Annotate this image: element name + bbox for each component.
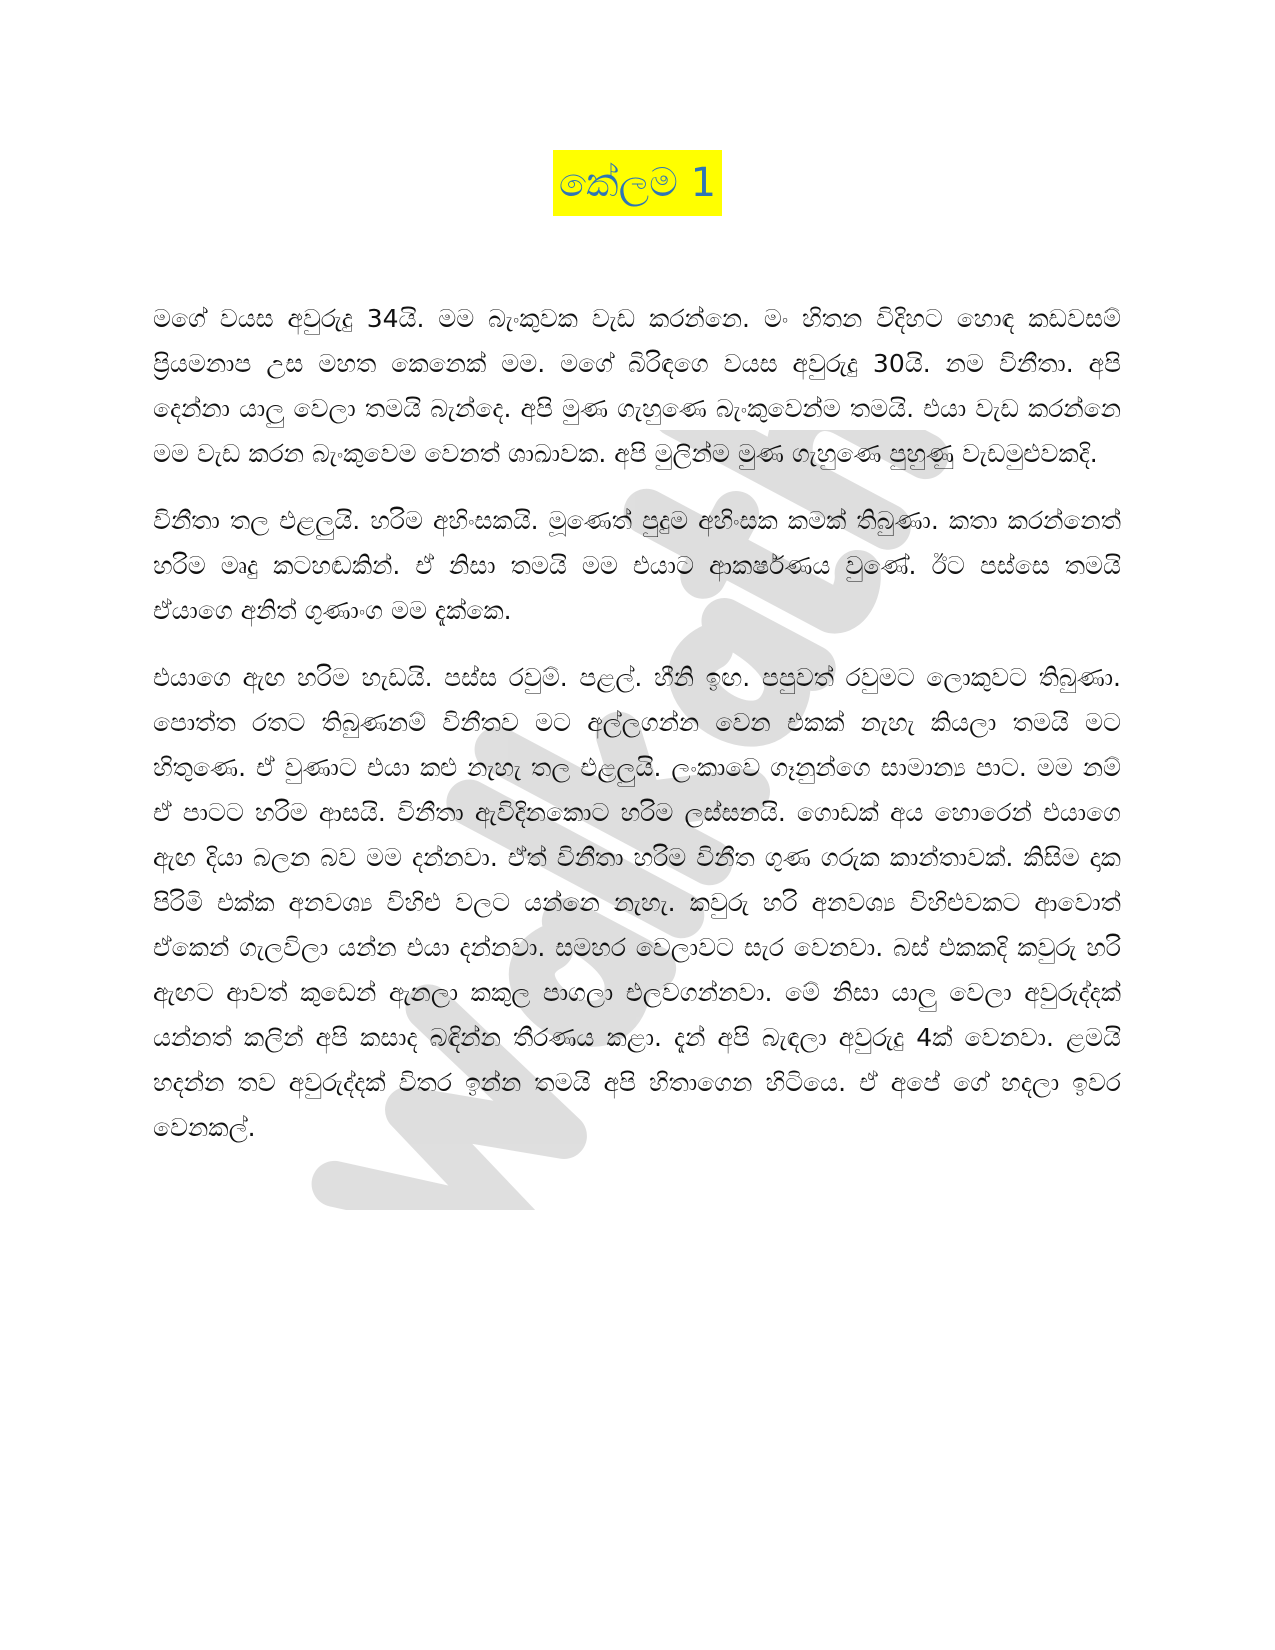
title-container bbox=[0, 150, 1275, 216]
paragraph-1: මගේ වයස අවුරුදු 34යි. මම බැංකුවක වැඩ කරන්නෙ. මං හිතන විදිහට හොඳ කඩවසම් ප්‍රියමනාප උස මහත කෙනෙක් මම. මගේ බිරිඳගෙ වයස අවුරුදු 30යි. නම විනීතා. අපි දෙන්නා යාලු වෙලා තමයි බැන්දෙ. අපි මුණ ගැහුණෙ බැංකුවෙන්ම තමයි. එයා වැඩ කරන්නෙ මම වැඩ කරන බැංකුවෙම වෙනත් ශාඛාවක. අපි මුලින්ම මුණ ගැහුණෙ පුහුණු වැඩමුළුවකදි. bbox=[153, 304, 1121, 468]
body-text bbox=[153, 296, 1121, 1172]
paragraph-3: එයාගෙ ඇඟ හරිම හැඩයි. පස්ස රවුම්. පළල්. හීනි ඉඟ. පපුවත් රවුමට ලොකුවට තිබුණා. පොත්ත රතට තිබුණනම් විනීතව මට අල්ලගන්න වෙන එකක් නැහැ කියලා තමයි මට හිතුණෙ. ඒ වුණාට එයා කළු නැහැ තල එළලුයි. ලංකාවෙ ගෑනුන්ගෙ සාමාන්‍ය පාට. මම නම් ඒ පාටට හරිම ආසයි. විනීතා ඇවිදිනකොට හරිම ලස්සනයි. ගොඩක් අය හොරෙන් එයාගෙ ඇඟ දියා බලන බව මම දන්නවා. ඒත් විනීතා හරිම විනීත ගුණ ගරුක කාන්තාවක්. කිසිම දාක පිරිමි එක්ක අනවශ්‍ය විහිළු වලට යන්නෙ නැහැ. කවුරු හරි අනවශ්‍ය විහිළුවකට ආවොත් ඒකෙන් ගැලවිලා යන්න එයා දන්නවා. සමහර වෙලාවට සැර වෙනවා. බස් එකකදි කවුරු හරි ඇඟට ආවත් කුඩෙන් ඇනලා කකුල පාගලා එලවගන්නවා. මේ නිසා යාලු වෙලා අවුරුද්දක් යන්නත් කලින් අපි කසාද බඳින්න තීරණය කළා. දැන් අපි බැඳලා අවුරුදු 4ක් වෙනවා. ළමයි හදන්න තව අවුරුද්දක් විතර ඉන්න තමයි අපි හිතාගෙන හිටියෙ. ඒ අපේ ගේ හදලා ඉවර වෙනකල්. bbox=[153, 663, 1121, 1142]
page-title: කේලම 1 bbox=[553, 150, 722, 216]
paragraph-2: විනීතා තල එළලුයි. හරිම අහිංසකයි. මූණෙත් පුදුම අහිංසක කමක් තිබුණා. කතා කරන්නෙත් හරිම මෘදු කටහඬකින්. ඒ නිසා තමයි මම එයාට ආකර්ෂණය වුණේ. ඊට පස්සෙ තමයි ඒයාගෙ අනිත් ගුණාංග මම දැක්කෙ. bbox=[153, 506, 1121, 625]
